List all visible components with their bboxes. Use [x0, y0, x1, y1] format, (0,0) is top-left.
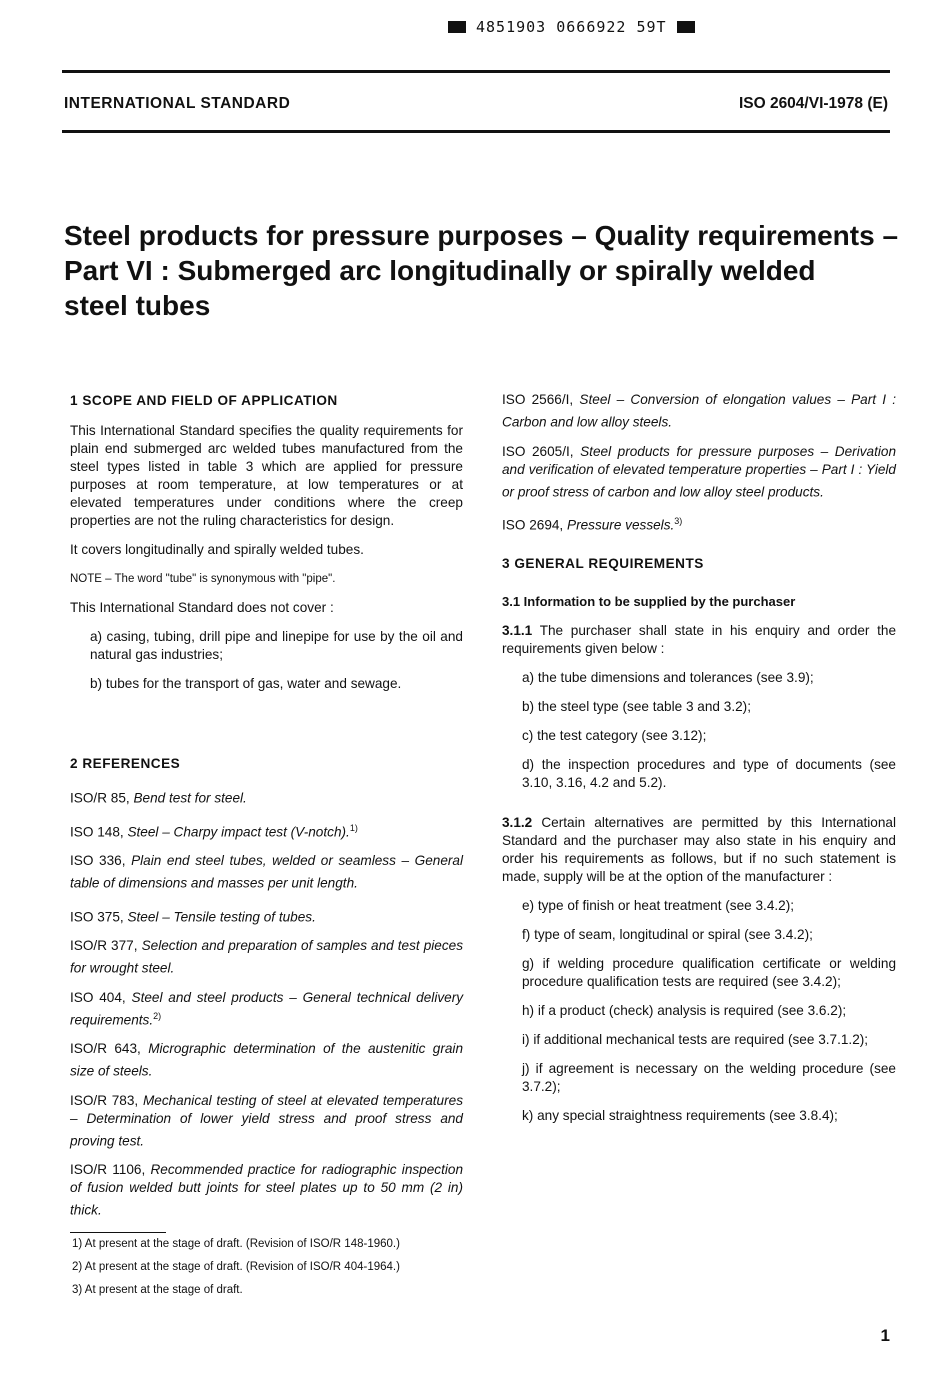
required-information-list: [502, 658, 896, 792]
reference-item: [70, 1161, 463, 1220]
clause-3-1-2-text: Certain alternatives are permitted by this International Standard and the purchaser may also state in his enquiry and order his requirements as follows, but if no such statement is made, supply will be at the option of the manufacturer :: [502, 814, 897, 884]
reference-item: [70, 1092, 463, 1151]
list-item: k) any special straightness requirements (see 3.8.4);: [522, 1107, 838, 1123]
top-rule: [62, 70, 890, 73]
page-title: [64, 218, 924, 323]
list-item: h) if a product (check) analysis is required (see 3.6.2);: [522, 1002, 847, 1018]
reference-code: ISO 2566/I,: [502, 392, 574, 407]
list-item: i) if additional mechanical tests are required (see 3.7.1.2);: [522, 1031, 869, 1047]
list-item: j) if agreement is necessary on the welding procedure (see 3.7.2);: [522, 1060, 896, 1094]
footnote-marker: 2): [153, 1010, 162, 1021]
standard-type: INTERNATIONAL STANDARD: [64, 95, 291, 112]
reference-code: ISO/R 377,: [70, 938, 138, 954]
list-item: c) the test category (see 3.12);: [522, 727, 707, 743]
title-line-1: Steel products for pressure purposes – Quality requirements –: [64, 220, 899, 251]
list-item: e) type of finish or heat treatment (see 3.4.2);: [522, 897, 795, 913]
clause-3-1-1: [502, 622, 896, 658]
coverage-paragraph: It covers longitudinally and spirally welded tubes.: [70, 542, 364, 557]
footnote-marker: 3): [674, 516, 683, 527]
title-line-2: Part VI : Submerged arc longitudinally or spirally welded: [64, 255, 816, 286]
footnote-3: 3) At present at the stage of draft.: [72, 1284, 243, 1296]
reference-code: ISO/R 643,: [70, 1041, 141, 1057]
reference-title: Micrographic determination of the austenitic grain size of steels.: [70, 1041, 464, 1079]
reference-code: ISO/R 85,: [70, 790, 130, 806]
reference-title: Steel – Conversion of elongation values – Part I : Carbon and low alloy steels.: [502, 392, 897, 430]
list-item: g) if welding procedure qualification certificate or welding procedure qualification tests are required (see 3.4.2);: [522, 955, 896, 989]
reference-code: ISO 404,: [70, 989, 126, 1005]
reference-title: Steel and steel products – General technical delivery requirements.: [70, 989, 464, 1028]
clause-3-1-1-number: 3.1.1: [502, 622, 533, 638]
reference-item: [70, 989, 463, 1030]
reference-item: [70, 1040, 463, 1081]
page-number: 1: [880, 1326, 890, 1345]
reference-title: Recommended practice for radiographic inspection of fusion welded butt joints for steel plates up to 50 mm (2 in) thick.: [70, 1162, 464, 1218]
exclusion-item-b: b) tubes for the transport of gas, water and sewage.: [90, 676, 402, 691]
reference-title: Pressure vessels.: [567, 517, 675, 533]
optional-information-list: [502, 886, 896, 1125]
reference-item: [70, 785, 463, 808]
standard-number: ISO 2604/VI-1978 (E): [738, 95, 888, 112]
reference-item: [70, 904, 463, 927]
section-3-heading: 3 GENERAL REQUIREMENTS: [502, 555, 704, 571]
reference-title: Steel products for pressure purposes – Derivation and verification of elevated temperature properties – Part I : Yield or proof stress of carbon and low alloy steel products.: [502, 443, 897, 500]
reference-item: [502, 443, 896, 502]
references-list-continued: [502, 391, 896, 535]
reference-item: [70, 819, 463, 842]
clause-3-1-1-text: The purchaser shall state in his enquiry and order the requirements given below :: [502, 622, 897, 656]
reference-title: Steel – Tensile testing of tubes.: [127, 909, 316, 925]
footnote-2: 2) At present at the stage of draft. (Revision of ISO/R 404-1964.): [72, 1261, 400, 1273]
list-item: d) the inspection procedures and type of documents (see 3.10, 3.16, 4.2 and 5.2).: [522, 756, 896, 790]
exclusion-item-a: a) casing, tubing, drill pipe and linepipe for use by the oil and natural gas industries;: [90, 629, 463, 662]
barcode-block-right: [677, 21, 695, 33]
reference-item: [502, 512, 896, 535]
reference-code: ISO 148,: [70, 824, 124, 840]
reference-item: [70, 937, 463, 978]
exclusions-intro: This International Standard does not cover :: [70, 600, 334, 615]
reference-code: ISO 336,: [70, 853, 126, 869]
reference-title: Steel – Charpy impact test (V-notch).: [127, 824, 350, 840]
reference-code: ISO/R 1106,: [70, 1162, 146, 1178]
reference-title: Selection and preparation of samples and test pieces for wrought steel.: [70, 938, 464, 976]
scope-paragraph: This International Standard specifies the quality requirements for plain end submerged arc welded tubes manufactured from the steel types listed in table 3 which are applied for pressure purposes at room temperature, at low temperatures or at elevated temperatures under conditions where the creep properties are not the ruling characteristics for design.: [70, 423, 463, 528]
reference-title: Plain end steel tubes, welded or seamless – General table of dimensions and masses per unit length.: [70, 853, 464, 891]
reference-code: ISO 2605/I,: [502, 443, 574, 459]
footnote-rule: [70, 1232, 166, 1233]
right-column: [502, 391, 896, 1125]
reference-title: Mechanical testing of steel at elevated temperatures – Determination of lower yield stress and proof stress and proving test.: [70, 1092, 463, 1149]
barcode-text: 4851903 0666922 59T: [476, 18, 667, 36]
header-rule: [62, 130, 890, 133]
left-column: [70, 392, 463, 1220]
reference-code: ISO/R 783,: [70, 1092, 139, 1108]
footnote-marker: 1): [349, 822, 358, 833]
barcode-block-left: [448, 21, 466, 33]
reference-code: ISO 2694,: [502, 517, 564, 533]
reference-item: [502, 391, 896, 432]
list-item: a) the tube dimensions and tolerances (see 3.9);: [522, 669, 814, 685]
clause-3-1-2-number: 3.1.2: [502, 814, 533, 830]
section-1-heading: 1 SCOPE AND FIELD OF APPLICATION: [70, 393, 338, 408]
references-list: [70, 773, 463, 1220]
barcode-line: [448, 16, 788, 38]
list-item: b) the steel type (see table 3 and 3.2);: [522, 698, 751, 714]
list-item: f) type of seam, longitudinal or spiral (see 3.4.2);: [522, 926, 813, 942]
clause-3-1-2: [502, 814, 896, 886]
section-3-1-heading: 3.1 Information to be supplied by the purchaser: [502, 593, 796, 609]
title-line-3: steel tubes: [64, 290, 211, 321]
footnote-1: 1) At present at the stage of draft. (Revision of ISO/R 148-1960.): [72, 1238, 400, 1250]
reference-item: [70, 852, 463, 893]
reference-code: ISO 375,: [70, 909, 124, 925]
reference-title: Bend test for steel.: [133, 790, 247, 806]
section-2-heading: 2 REFERENCES: [70, 756, 181, 771]
note-text: NOTE – The word "tube" is synonymous with "pipe".: [70, 573, 336, 585]
